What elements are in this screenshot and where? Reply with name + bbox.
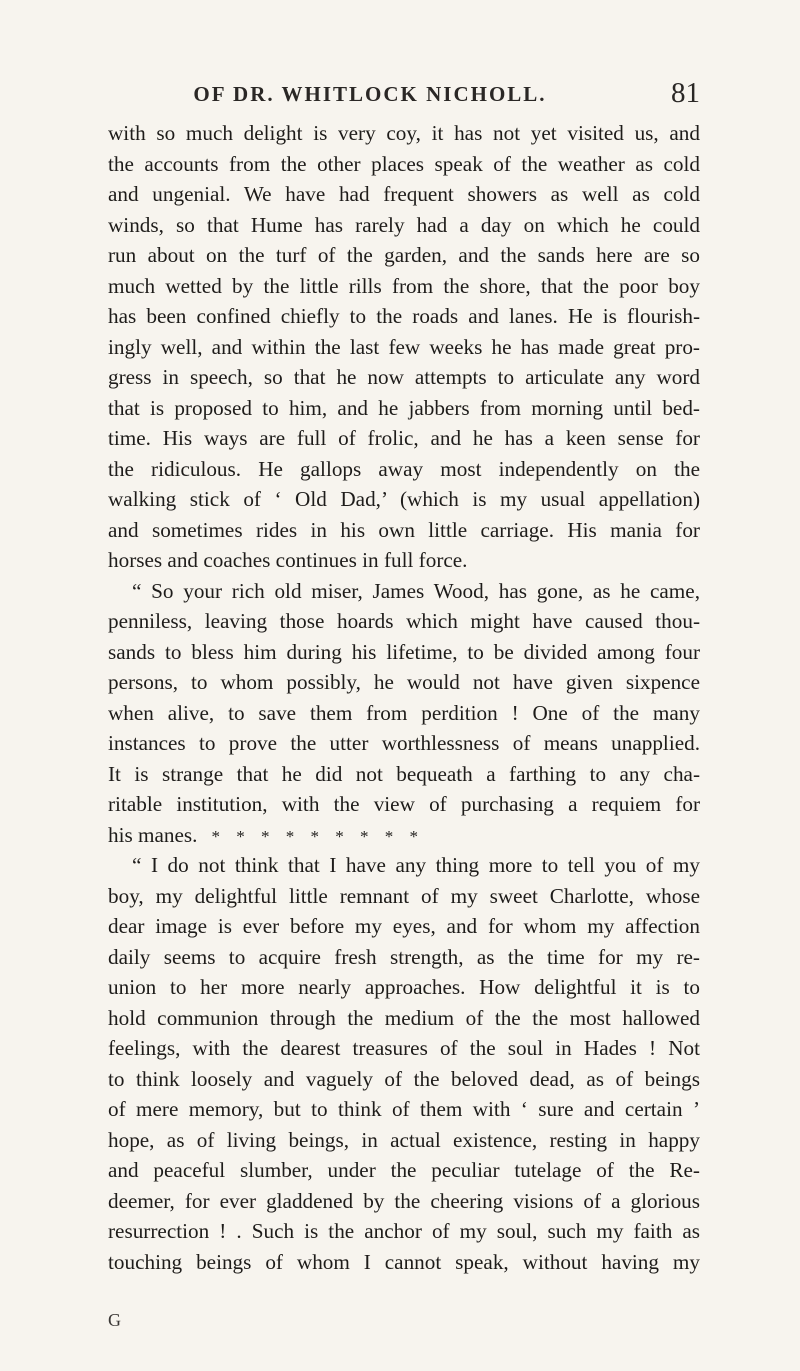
text-line: the ridiculous. He gallops away most independently on the	[108, 456, 700, 481]
text-line: to think loosely and vaguely of the beloved dead, as of beings	[108, 1066, 700, 1091]
text-line: time. His ways are full of frolic, and he has a keen sense for	[108, 426, 700, 450]
text-line: that is proposed to him, and he jabbers from morning until bed-	[108, 395, 700, 420]
text-line-with-asterisks	[108, 820, 700, 851]
text-line: penniless, leaving those hoards which might have caused thou-	[108, 609, 700, 633]
text-line: has been confined chiefly to the roads and lanes. He is flourish-	[108, 304, 700, 328]
text-line: with so much delight is very coy, it has not yet visited us, and	[108, 121, 700, 145]
text-line: persons, to whom possibly, he would not have given sixpence	[108, 670, 700, 694]
text-line: his manes.	[108, 822, 198, 847]
text-line: dear image is ever before my eyes, and for whom my affection	[108, 914, 700, 938]
text-line: much wetted by the little rills from the shore, that the poor boy	[108, 273, 700, 298]
signature-mark: G	[108, 1310, 121, 1330]
text-line: ritable institution, with the view of purchasing a requiem for	[108, 792, 700, 816]
text-line: resurrection ! . Such is the anchor of my soul, such my faith as	[108, 1219, 700, 1243]
text-line: “ So your rich old miser, James Wood, has gone, as he came,	[132, 578, 700, 603]
page-number: 81	[671, 77, 700, 109]
text-line: hold communion through the medium of the the most hallowed	[108, 1005, 700, 1030]
text-line: “ I do not think that I have any thing more to tell you of my	[132, 853, 700, 877]
text-line: hope, as of living beings, in actual existence, resting in happy	[108, 1127, 700, 1152]
text-line: union to her more nearly approaches. How delightful it is to	[108, 975, 700, 999]
text-line: walking stick of ‘ Old Dad,’ (which is my usual appellation)	[108, 487, 700, 511]
text-line: deemer, for ever gladdened by the cheering visions of a glorious	[108, 1188, 700, 1213]
running-title: OF DR. WHITLOCK NICHOLL.	[193, 82, 547, 106]
text-line: when alive, to save them from perdition ! One of the many	[108, 700, 700, 725]
text-line: sands to bless him during his lifetime, to be divided among four	[108, 639, 700, 664]
text-line: touching beings of whom I cannot speak, without having my	[108, 1249, 700, 1274]
asterisk-break: * * * * * * * * *	[211, 826, 424, 846]
text-line: and ungenial. We have had frequent showers as well as cold	[108, 182, 700, 206]
text-line: of mere memory, but to think of them with ‘ sure and certain ’	[108, 1097, 700, 1121]
text-line: and peaceful slumber, under the peculiar tutelage of the Re-	[108, 1158, 700, 1182]
text-line: winds, so that Hume has rarely had a day on which he could	[108, 212, 700, 237]
text-line: instances to prove the utter worthlessness of means unapplied.	[108, 731, 700, 755]
text-line: gress in speech, so that he now attempts to articulate any word	[108, 365, 700, 389]
body-text	[108, 118, 700, 1277]
text-line: horses and coaches continues in full force.	[108, 548, 468, 572]
text-line: feelings, with the dearest treasures of the soul in Hades ! Not	[108, 1036, 700, 1060]
text-line: It is strange that he did not bequeath a farthing to any cha-	[108, 761, 700, 786]
text-line: daily seems to acquire fresh strength, as the time for my re-	[108, 944, 700, 969]
text-line: run about on the turf of the garden, and the sands here are so	[108, 243, 700, 267]
text-line: ingly well, and within the last few weeks he has made great pro-	[108, 334, 700, 359]
text-line: boy, my delightful little remnant of my sweet Charlotte, whose	[108, 883, 700, 908]
text-line: the accounts from the other places speak of the weather as cold	[108, 151, 700, 176]
text-line: and sometimes rides in his own little carriage. His mania for	[108, 517, 700, 542]
